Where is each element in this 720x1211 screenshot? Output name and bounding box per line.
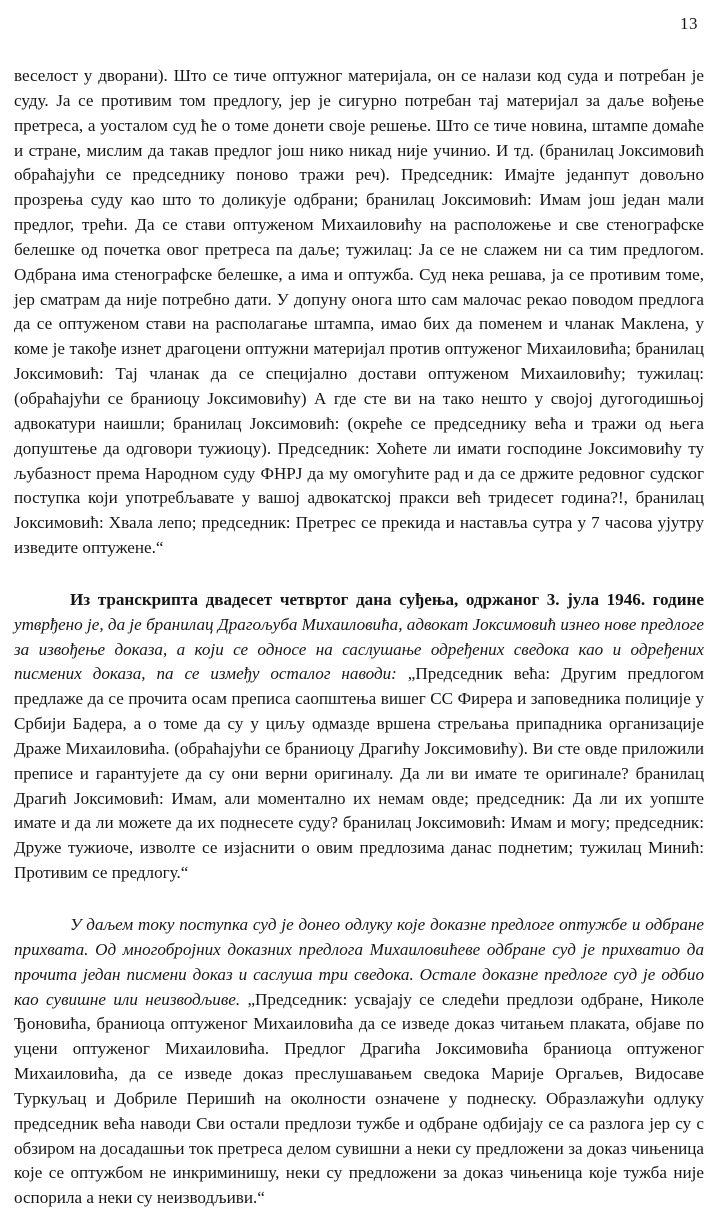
paragraph-gap (14, 561, 704, 588)
paragraph-2-text: „Председник већа: Другим предлогом предлаже да се прочита осам преписа саопштења вишег СС Фирера и заповедника полиције у Србији Бадера, а о томе да су у циљу одмазде вршена стрељања припадника организације Драже Михаиловића. (обраћајући се браниоцу Драгићу Јоксимовићу). Ви сте овде приложили преписе и гарантујете да су они верни оригиналу. Да ли ви имате те оригинале? бранилац Драгић Јоксимовић: Имам, али моментално их немам овде; председник: Да ли их уопште имате и да ли можете да их поднесете суду? бранилац Јоксимовић: Имам и могу; председник: Друже тужиоче, изволте се изјаснити о овим предлозима данас поднетим; тужилац Минић: Противим се предлогу.“ (14, 664, 704, 883)
paragraph-3-italic: У даљем току поступка суд је донео одлуку које доказне предлоге оптужбе и одбране прихвата. Од многобројних доказних предлога Михаиловићеве одбране суд је прихватио да прочита један писмени доказ и саслуша три сведока. Остале доказне предлоге суд је одбио као сувишне или неизводљиве. (14, 915, 704, 1009)
paragraph-3 (14, 913, 704, 1211)
paragraph-3-text: „Председник: усвајају се следећи предлози одбране, Николе Ђоновића, браниоца оптуженог Михаиловића да се изведе доказ читањем плаката, објаве по уцени оптуженог Михаиловића. Предлог Драгића Јоксимовића браниоца оптуженог Михаиловића, да се изведе доказ преслушавањем сведока Марије Оргаљев, Видосаве Туркуљац и Добриле Перишић на околности означене у поднеску. Образлажући одлуку председник већа наводи Сви остали предлози тужбе и одбране одбијају се са разлога јер су с обзиром на досадашњи ток претреса делом сувишни а неки су предложени за доказ чињеница које се оптужбом не инкриминишу, неки су предложени за доказ чињеница које тужба није оспорила а неки су неизводљиви.“ (14, 989, 704, 1208)
document-body (14, 64, 704, 1211)
paragraph-2-italic: утврђено је, да је бранилац Драгољуба Михаиловића, адвокат Јоксимовић изнео нове предлоге за извођење доказа, а који се односе на саслушање одређених сведока као и одређених писмених доказа, па се између осталог наводи: (14, 614, 704, 684)
paragraph-1 (14, 64, 704, 561)
transcript-heading: Из транскрипта двадесет четвртог дана суђења, одржаног 3. јула 1946. године (70, 589, 704, 609)
paragraph-2 (14, 588, 704, 886)
paragraph-gap (14, 886, 704, 913)
page-number: 13 (680, 14, 698, 33)
paragraph-1-text: веселост у дворани). Што се тиче оптужног материјала, он се налази код суда и потребан је суду. Ја се противим том предлогу, јер је сигурно потребан тај материјал за даље вођење претреса, а уосталом суд ће о томе донети своје решење. Што се тиче новина, штампе домаће и стране, мислим да такав предлог још нико никад није учинио. И тд. (бранилац Јоксимовић обраћајући се председнику поново тражи реч). Председник: Имајте једанпут довољно прозрења суду као што то доликује одбрани; бранилац Јоксимовић: Имам још један мали предлог, трећи. Да се стави оптуженом Михаиловићу на расположење и све стенографске белешке од почетка овог претреса па даље; тужилац: Ја се не слажем ни са тим предлогом. Одбрана има стенографске белешке, а има и оптужба. Суд нека решава, ја се противим томе, јер сматрам да није потребно дати. У допуну онога што сам малочас рекао поводом предлога да се оптуженом стави на располагање штампа, имао бих да поменем и чланак Маклена, у коме је такође изнет драгоцени оптужни материјал против оптуженог Михаиловића; бранилац Јоксимовић: Тај чланак да се специјално достави оптуженом Михаиловићу; тужилац: (обраћајући се браниоцу Јоксимовићу) А где сте ви на тако нешто у својој дугогодишњој адвокатури наишли; бранилац Јоксимовић: (окреће се председнику већа и тражи од њега допуштење да одговори тужиоцу). Председник: Хоћете ли имати господине Јоксимовићу ту љубазност према Народном суду ФНРЈ да му омогућите рад и да се држите редовног судског поступка који употребљавате у вашој адвокатској пракси већ тридесет година?!, бранилац Јоксимовић: Хвала лепо; председник: Претрес се прекида и наставља сутра у 7 часова ујутру изведите оптужене.“ (14, 66, 704, 558)
